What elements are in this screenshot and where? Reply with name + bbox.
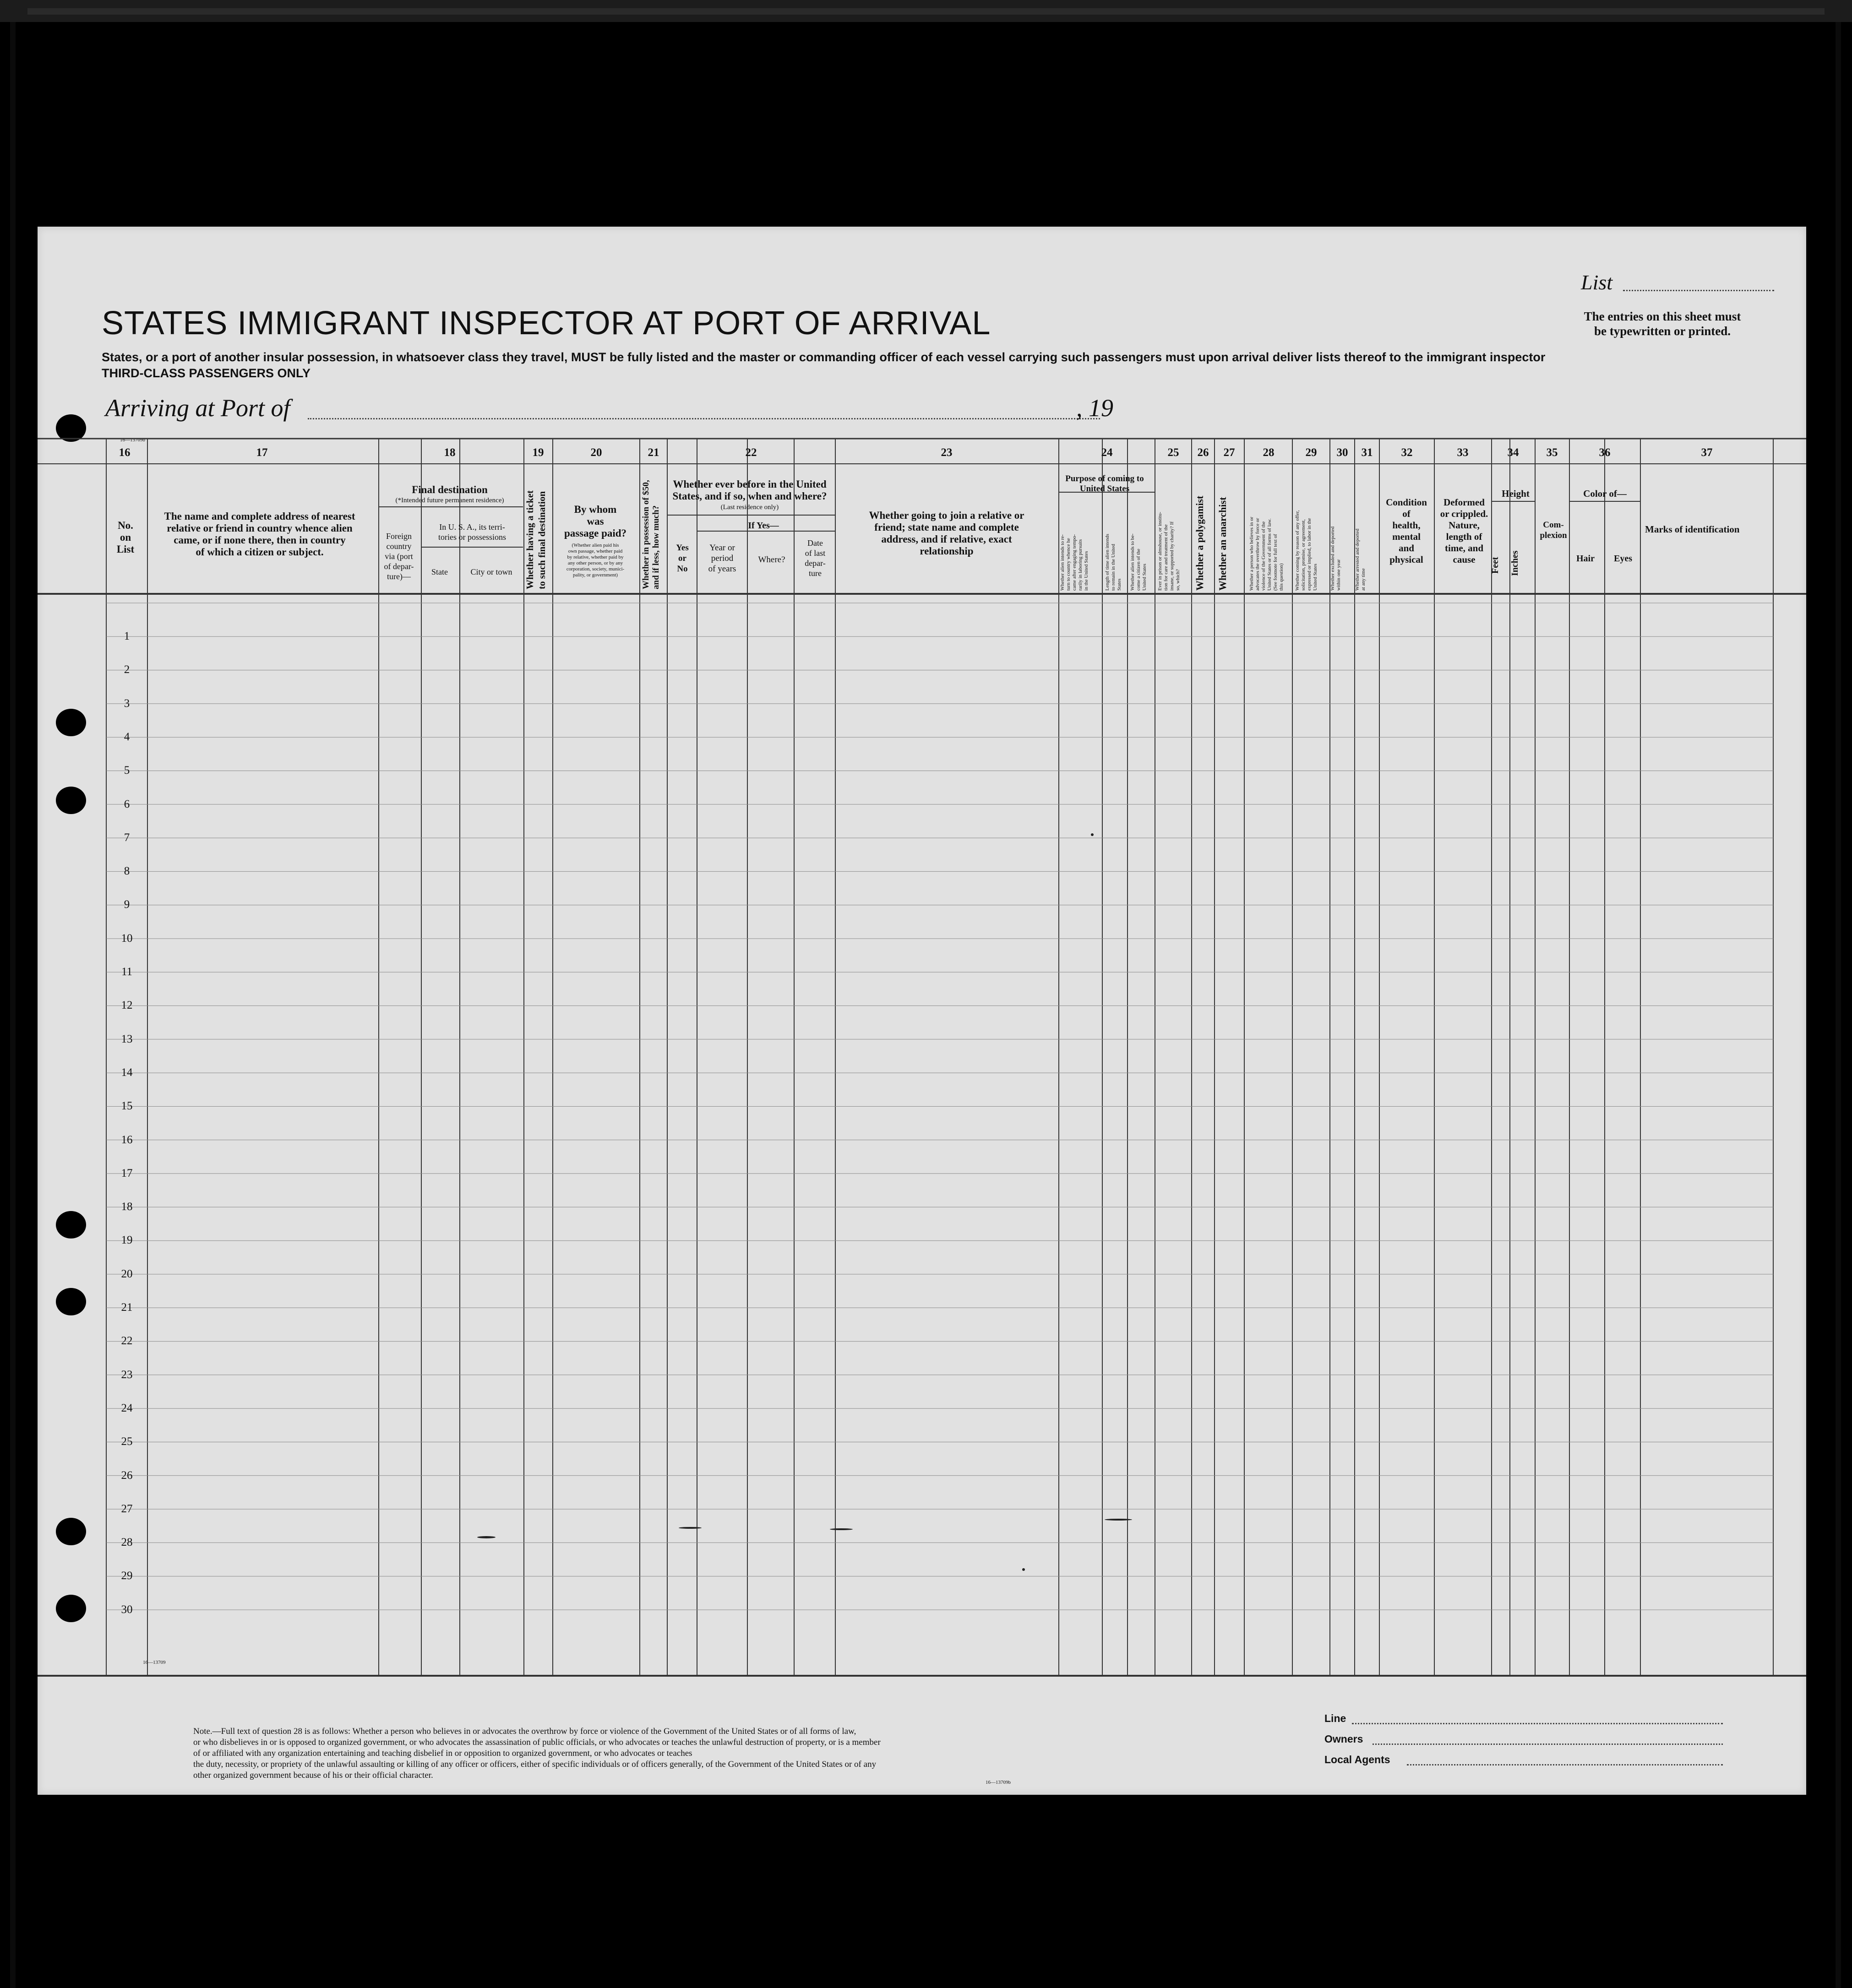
- row-number: 21: [121, 1301, 133, 1314]
- row-number: 30: [121, 1603, 133, 1616]
- row-number: 22: [121, 1335, 133, 1347]
- row-number: 27: [121, 1502, 133, 1515]
- header-text: Whether arrested and deported: [1355, 528, 1360, 591]
- header-text: Whether excluded and deported: [1330, 526, 1335, 591]
- footer-owners-field: [1373, 1744, 1723, 1745]
- header-length-of-stay: [1105, 497, 1128, 591]
- column-number: 21: [648, 446, 659, 459]
- header-text: Date: [807, 538, 823, 548]
- form-subtitle: States, or a port of another insular possession, in whatsoever class they travel, MUST be fully listed and the master or commanding officer of each vessel carrying such passengers must upon arrival deliver lists thereof to the immigrant inspector: [102, 350, 1546, 364]
- column-number: 37: [1701, 446, 1713, 459]
- header-text: mental: [1392, 531, 1421, 542]
- column-number: 24: [1101, 446, 1113, 459]
- header-text: Purpose of coming to: [1065, 474, 1144, 483]
- column-number: 20: [590, 446, 602, 459]
- row-number: 1: [124, 630, 130, 642]
- header-text: tories or possessions: [438, 532, 506, 542]
- header-health-condition: [1379, 497, 1433, 565]
- pencil-mark: [1022, 1568, 1025, 1571]
- row-number: 14: [121, 1066, 133, 1079]
- header-text: Whether alien intends to re-: [1060, 534, 1065, 591]
- header-where: Where?: [758, 555, 785, 565]
- header-final-destination-note: (*Intended future permanent residence): [395, 497, 504, 504]
- header-text: tion for care and treatment of the: [1163, 524, 1169, 591]
- header-text: friend; state name and complete: [874, 521, 1019, 533]
- header-prison-almshouse: [1157, 474, 1185, 591]
- column-number: 17: [256, 446, 268, 459]
- header-text: insane, or supported by charity? If: [1169, 521, 1175, 591]
- row-number: 17: [121, 1167, 133, 1179]
- pencil-mark: [477, 1536, 496, 1538]
- footnote-line: or who disbelieves in or is opposed to organized government, or who advocates the assassination of public officials, or who advocates or teaches the unlawful destruction of property, or is a member: [193, 1738, 881, 1747]
- header-text: corporation, society, munici-: [566, 566, 625, 572]
- footer-line-label: Line: [1324, 1712, 1346, 1724]
- column-number: 25: [1167, 446, 1179, 459]
- header-text: Deformed: [1443, 497, 1485, 508]
- column-number: 28: [1263, 446, 1275, 459]
- header-no-on-list: [107, 520, 144, 555]
- header-yes-no: [670, 543, 695, 574]
- header-text: violence of the Government of the: [1261, 521, 1266, 591]
- header-text: expressed or implied, to labor in the: [1307, 518, 1312, 591]
- header-text: turn to country whence he: [1066, 538, 1071, 591]
- header-year-period: [697, 543, 747, 574]
- header-text: United States or of all forms of law.: [1267, 518, 1272, 591]
- row-number: 2: [124, 663, 130, 676]
- header-text: ture: [809, 569, 822, 578]
- footer-local-agents-label: Local Agents: [1324, 1754, 1390, 1765]
- column-number: 35: [1546, 446, 1558, 459]
- header-anarchist: Whether an anarchist: [1217, 497, 1228, 591]
- header-text: any other person, or by any: [567, 560, 623, 566]
- column-number: 34: [1507, 446, 1519, 459]
- header-if-yes: If Yes—: [748, 521, 779, 531]
- table-grid: [38, 227, 1806, 1795]
- manifest-sheet: [38, 227, 1806, 1795]
- header-usa-destination: [421, 522, 523, 542]
- scan-right-edge: [1836, 22, 1841, 1988]
- arriving-year-label: , 19: [1076, 394, 1113, 422]
- column-number: 16: [119, 446, 131, 459]
- pencil-mark: [1091, 833, 1094, 836]
- header-passage-paid: [554, 504, 637, 539]
- row-number: 4: [124, 730, 130, 743]
- header-text: this question): [1279, 563, 1284, 591]
- header-text: passage paid?: [564, 527, 627, 539]
- header-text: solicitation, promise, or agreement,: [1301, 519, 1306, 591]
- header-text: and if less, how much?: [651, 505, 661, 589]
- header-text: ture)—: [387, 572, 411, 581]
- header-text: at any time: [1361, 568, 1366, 591]
- header-text: pality, or government): [573, 572, 618, 578]
- row-number: 12: [121, 999, 133, 1012]
- header-text: Whether ever before in the United: [673, 478, 827, 490]
- pencil-mark: [830, 1528, 853, 1530]
- header-text: came after engaging tempo-: [1072, 534, 1077, 591]
- header-text: States, and if so, when and where?: [672, 490, 827, 502]
- header-text: Foreign: [386, 532, 412, 541]
- header-text: by relative, whether paid by: [567, 554, 624, 560]
- header-text: advocates the overthrow by force or: [1255, 518, 1260, 591]
- header-deformed-crippled: [1434, 497, 1494, 565]
- header-text: come a citizen of the: [1136, 549, 1141, 591]
- list-label-text: List: [1581, 271, 1613, 294]
- header-fifty-dollars: [641, 469, 664, 589]
- header-text: period: [711, 554, 734, 563]
- header-text: depar-: [805, 559, 826, 568]
- header-text: via (port: [385, 552, 413, 561]
- header-text: Condition: [1386, 497, 1427, 508]
- row-number: 20: [121, 1267, 133, 1280]
- row-number: 26: [121, 1469, 133, 1482]
- header-text: or: [678, 554, 686, 563]
- header-text: Yes: [676, 543, 689, 553]
- arriving-port-label: Arriving at Port of: [105, 394, 290, 422]
- column-number: 33: [1457, 446, 1469, 459]
- column-number: 23: [941, 446, 953, 459]
- row-number: 18: [121, 1200, 133, 1213]
- header-height-feet: Feet: [1490, 557, 1500, 574]
- form-code-note: 16—13709b: [986, 1780, 1011, 1785]
- header-joining-relative: [837, 510, 1057, 557]
- footer-local-agents-field: [1407, 1764, 1723, 1765]
- row-number: 15: [121, 1100, 133, 1113]
- footnote-line: Note.—Full text of question 28 is as follows: Whether a person who believes in or advocates the overthrow by force or violence of the Government of the United States or of all forms of law,: [193, 1727, 856, 1736]
- header-hair: Hair: [1576, 554, 1595, 564]
- header-text: to such final destination: [536, 491, 547, 589]
- header-text: and: [1399, 543, 1414, 554]
- header-text: country: [386, 542, 412, 551]
- header-city: City or town: [470, 567, 512, 576]
- header-text: Whether going to join a relative or: [869, 510, 1024, 521]
- header-identification-marks: Marks of identification: [1645, 524, 1740, 535]
- header-text: Ever in prison or almshouse, or institu-: [1157, 511, 1163, 591]
- header-text: United States: [1079, 484, 1130, 494]
- row-number: 29: [121, 1570, 133, 1582]
- header-color-of: Color of—: [1583, 488, 1627, 499]
- row-number: 9: [124, 898, 130, 911]
- header-text: List: [116, 543, 135, 555]
- row-number: 5: [124, 764, 130, 777]
- header-text: Length of time alien intends: [1105, 533, 1110, 591]
- header-text: came, or if none there, then in country: [174, 534, 346, 546]
- row-number: 23: [121, 1368, 133, 1381]
- column-number: 30: [1336, 446, 1348, 459]
- header-text: cause: [1453, 554, 1476, 565]
- header-passage-paid-note: [554, 543, 637, 578]
- header-text: By whom: [574, 504, 617, 515]
- header-text: United States: [1313, 564, 1318, 591]
- header-text: No.: [118, 520, 133, 531]
- header-text: to remain in the United: [1111, 543, 1116, 591]
- header-text: relative or friend in country whence alien: [167, 522, 353, 534]
- header-polygamist: Whether a polygamist: [1194, 495, 1205, 591]
- column-number: 19: [532, 446, 544, 459]
- header-text: plexion: [1540, 531, 1567, 540]
- column-number: 31: [1361, 446, 1373, 459]
- header-text: length of: [1446, 531, 1482, 542]
- scan-left-edge: [10, 22, 16, 1988]
- column-number: 26: [1197, 446, 1209, 459]
- header-text: Whether having a ticket: [524, 490, 535, 589]
- header-final-destination: Final destination: [412, 484, 488, 495]
- header-text: Whether in possession of $50,: [641, 480, 651, 589]
- header-arrested-deported: [1355, 474, 1373, 591]
- header-state: State: [431, 567, 448, 576]
- row-number: 8: [124, 865, 130, 878]
- header-text: time, and: [1445, 543, 1483, 554]
- notice-line-2: be typewritten or printed.: [1594, 324, 1731, 338]
- header-text: so, which?: [1175, 569, 1181, 591]
- footer-owners-label: Owners: [1324, 1733, 1363, 1745]
- row-number: 7: [124, 831, 130, 844]
- header-contract-labor: [1295, 474, 1322, 591]
- footnote-line: other organized government because of his or their official character.: [193, 1771, 433, 1780]
- header-text: Com-: [1543, 520, 1564, 530]
- header-text: United States: [1142, 564, 1147, 591]
- header-previous-residence-note: (Last residence only): [720, 504, 779, 511]
- header-ticket: [524, 469, 551, 589]
- header-text: of depar-: [384, 562, 414, 571]
- header-text: of which a citizen or subject.: [196, 546, 324, 558]
- header-text: of years: [708, 564, 736, 574]
- header-text: Whether coming by reason of any offer,: [1295, 510, 1300, 591]
- row-number: 6: [124, 798, 130, 810]
- header-text: No: [677, 564, 688, 574]
- header-text: within one year: [1336, 559, 1341, 591]
- header-text: physical: [1389, 554, 1423, 565]
- header-nearest-relative: [147, 511, 372, 558]
- form-title: STATES IMMIGRANT INSPECTOR AT PORT OF ARRIVAL: [102, 305, 991, 342]
- header-text: or crippled.: [1440, 508, 1488, 519]
- column-number: 18: [444, 446, 456, 459]
- scan-top-band-inner: [27, 8, 1825, 15]
- row-number: 3: [124, 697, 130, 710]
- header-text: relationship: [920, 545, 974, 557]
- row-number: 16: [121, 1133, 133, 1146]
- header-text: own passage, whether paid: [568, 549, 623, 554]
- header-text: The name and complete address of nearest: [164, 511, 355, 522]
- header-text: rarily in laboring pursuits: [1078, 539, 1083, 591]
- footnote-line: of or affiliated with any organization entertaining and teaching disbelief in or opposition to organized government, or who advocates or teaches: [193, 1749, 692, 1758]
- header-text: Year or: [709, 543, 735, 553]
- header-date-departure: [796, 538, 834, 578]
- header-citizen-intent: [1130, 497, 1153, 591]
- header-purpose: [1059, 474, 1150, 494]
- footer-line-field: [1352, 1723, 1723, 1724]
- header-text: Whether alien intends to be-: [1130, 533, 1135, 591]
- header-previous-residence: [670, 478, 830, 502]
- header-height-inches: Inches: [1510, 550, 1520, 576]
- header-text: Whether a person who believes in or: [1249, 516, 1254, 591]
- row-number: 11: [121, 966, 133, 978]
- header-complexion: [1537, 520, 1569, 541]
- pencil-mark: [679, 1527, 702, 1529]
- header-text: on: [120, 532, 131, 543]
- passenger-class-label: THIRD-CLASS PASSENGERS ONLY: [102, 366, 311, 380]
- header-text: of: [1402, 508, 1411, 519]
- header-eyes: Eyes: [1614, 554, 1632, 564]
- row-number: 10: [121, 932, 133, 945]
- column-number: 36: [1599, 446, 1611, 459]
- header-text: of last: [805, 549, 826, 558]
- header-height: Height: [1502, 488, 1530, 499]
- column-number: 27: [1223, 446, 1235, 459]
- column-number: 32: [1401, 446, 1413, 459]
- column-number: 22: [745, 446, 757, 459]
- header-text: States: [1117, 578, 1122, 591]
- row-number: 19: [121, 1234, 133, 1247]
- header-overthrow-question: [1249, 474, 1286, 591]
- row-number: 13: [121, 1032, 133, 1045]
- form-code-bottom: 16—13709: [143, 1660, 166, 1665]
- header-text: (See footnote for full text of: [1273, 534, 1278, 591]
- header-excluded-deported: [1330, 474, 1348, 591]
- row-number: 28: [121, 1536, 133, 1549]
- row-number: 25: [121, 1435, 133, 1448]
- header-text: in the United States: [1084, 551, 1089, 591]
- header-text: was: [587, 516, 604, 527]
- row-number: 24: [121, 1401, 133, 1414]
- pencil-mark: [1105, 1519, 1132, 1521]
- footnote-line: the duty, necessity, or propriety of the unlawful assaulting or killing of any officer or officers, either of specific individuals or of officers generally, of the Government of the United States or of any: [193, 1760, 877, 1769]
- scan-top-band: [0, 0, 1852, 22]
- header-text: address, and if relative, exact: [881, 533, 1012, 545]
- header-text: health,: [1392, 520, 1421, 531]
- header-return-intent: [1060, 497, 1101, 591]
- header-text: In U. S. A., its terri-: [439, 522, 505, 532]
- notice-line-1: The entries on this sheet must: [1584, 310, 1741, 323]
- form-code-top: 16—13709b: [120, 437, 145, 443]
- header-text: Nature,: [1449, 520, 1480, 531]
- footnote-question-28: [193, 1726, 881, 1781]
- header-text: (Whether alien paid his: [572, 543, 619, 548]
- column-number: 29: [1305, 446, 1317, 459]
- header-foreign-country: [379, 531, 419, 581]
